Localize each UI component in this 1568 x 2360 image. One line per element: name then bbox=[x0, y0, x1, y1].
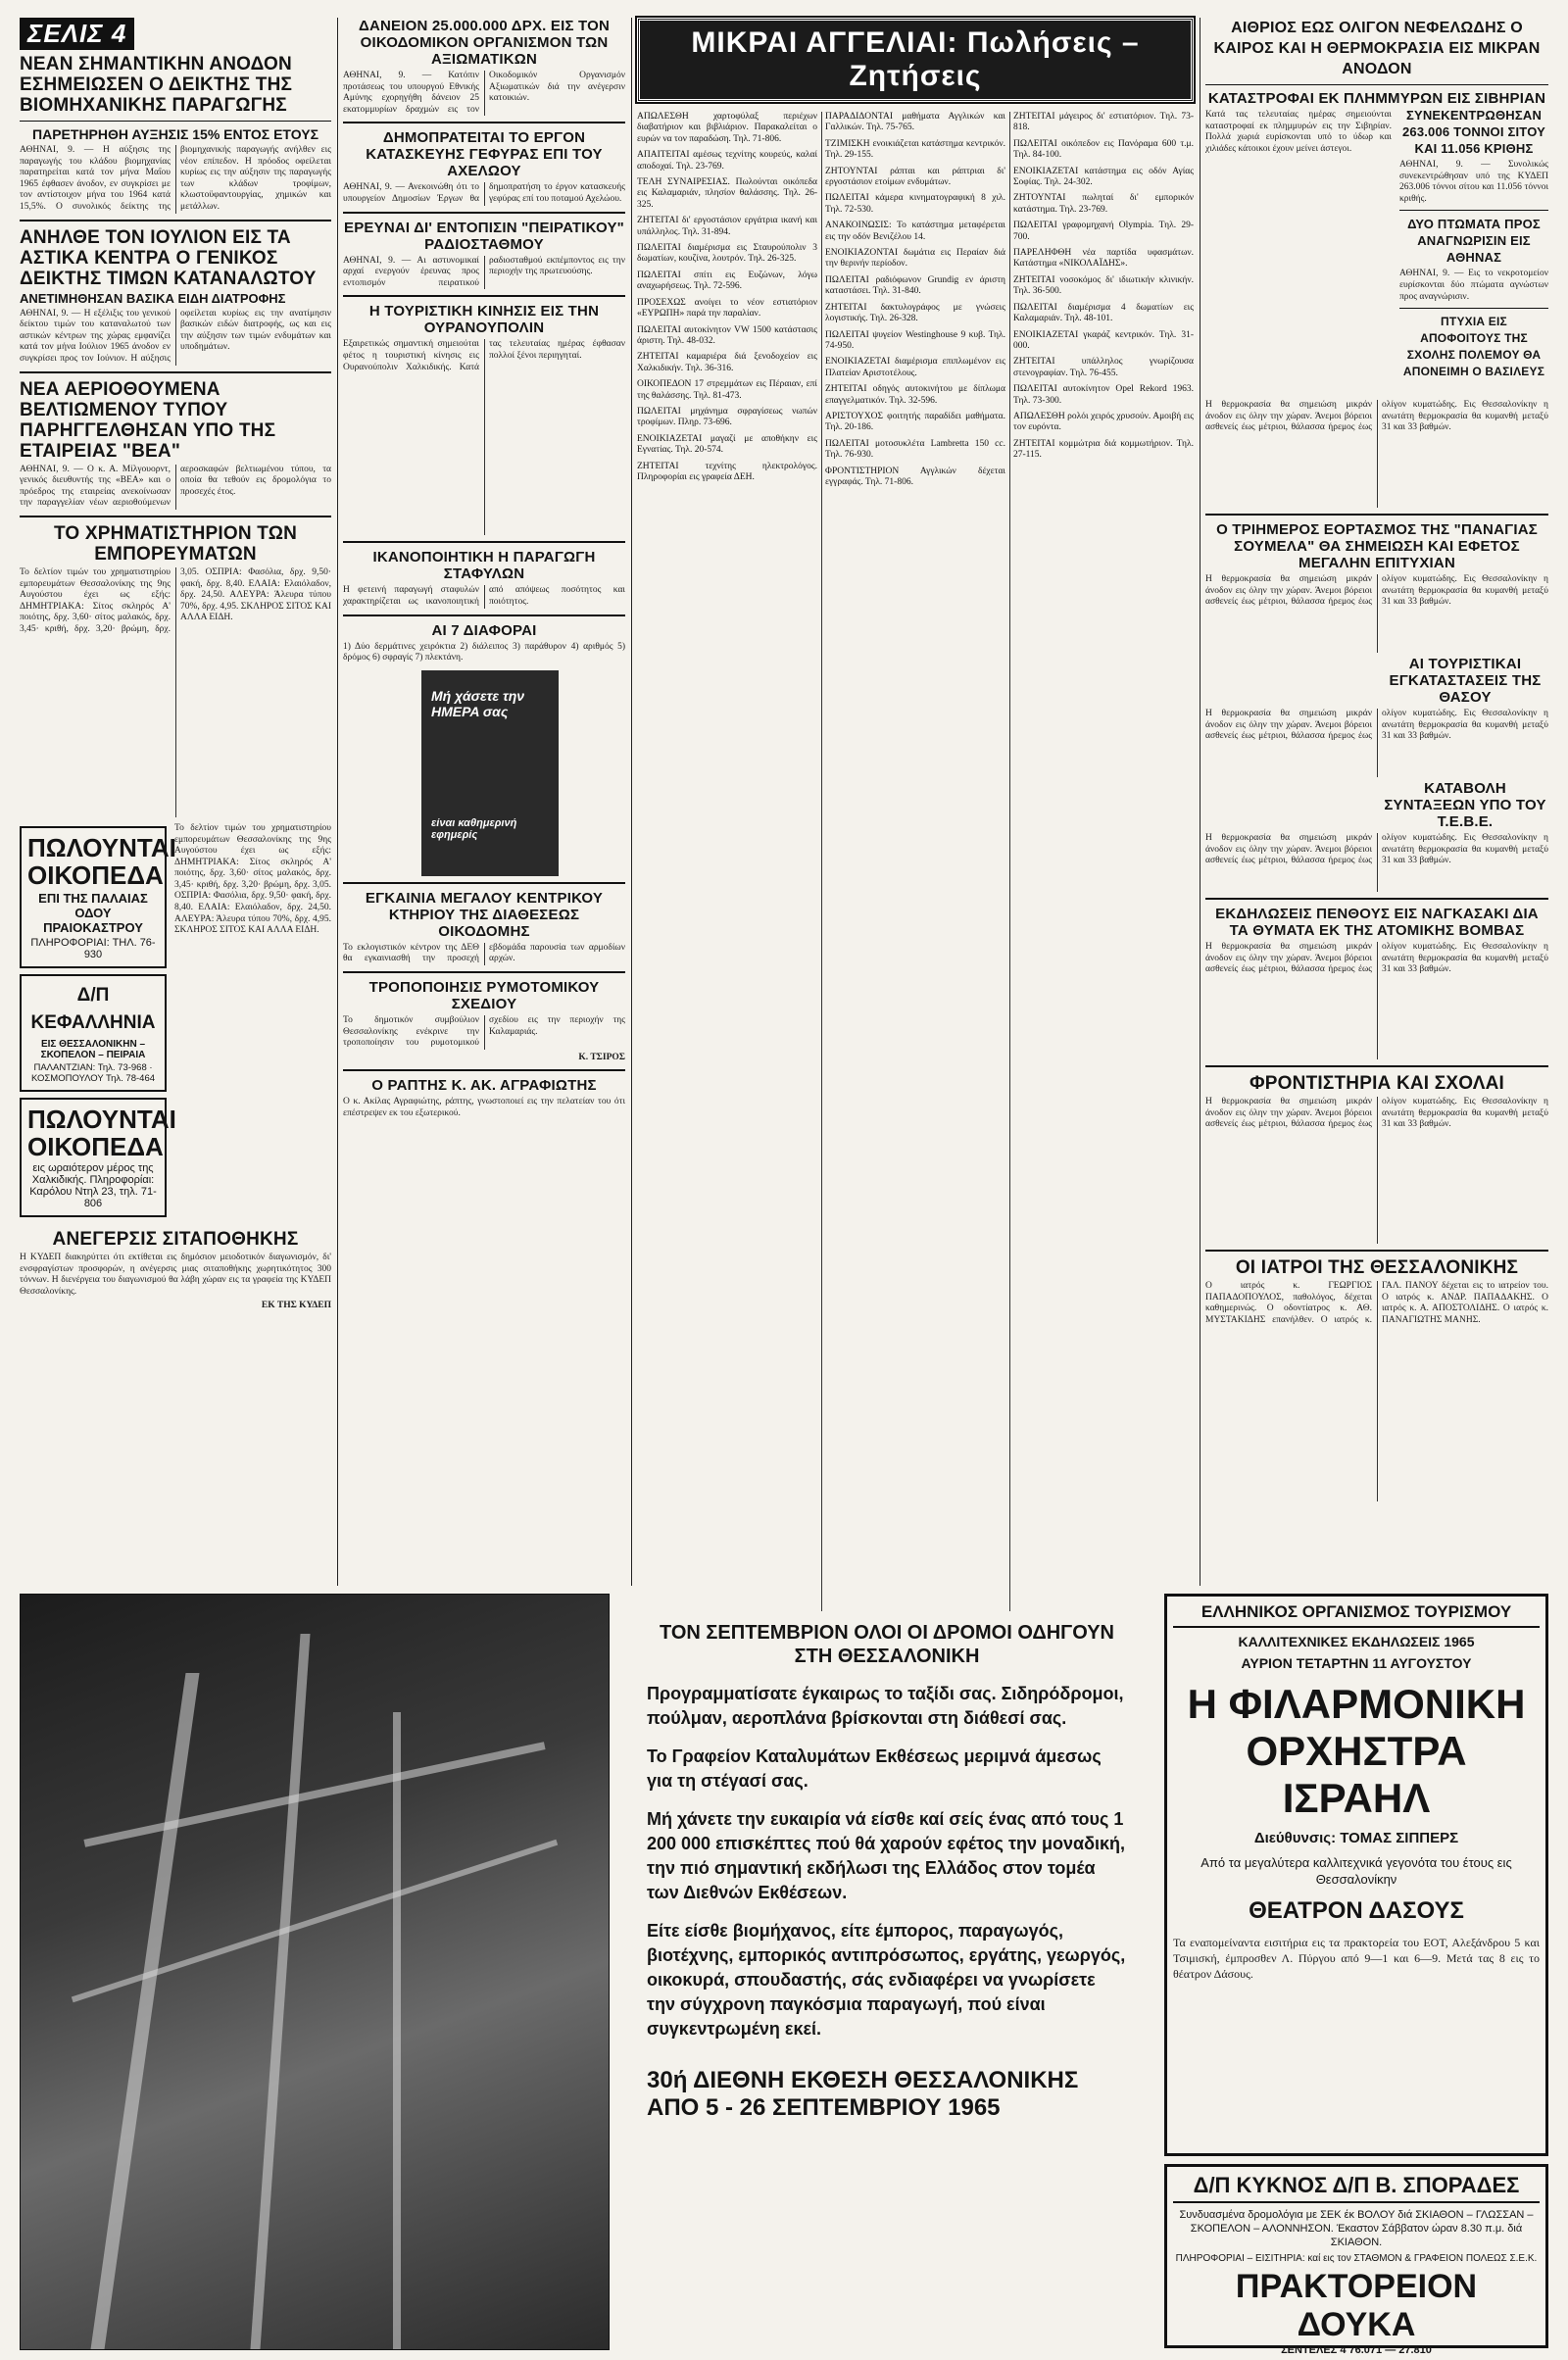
article-weather-headline: ΑΙΘΡΙΟΣ ΕΩΣ ΟΛΙΓΟΝ ΝΕΦΕΛΩΔΗΣ Ο ΚΑΙΡΟΣ ΚΑΙ Η ΘΕΡΜΟΚΡΑΣΙΑ ΕΙΣ ΜΙΚΡΑΝ ΑΝΟΔΟΝ bbox=[1213, 20, 1541, 77]
ad-plots-1-text: ΕΠΙ ΤΗΣ ΠΑΛΑΙΑΣ ΟΔΟΥ ΠΡΑΙΟΚΑΣΤΡΟΥ bbox=[38, 890, 148, 935]
classified-item: ΠΩΛΕΙΤΑΙ διαμέρισμα εις Σταυρούπολιν 3 δωματίων, κουζίνα, λουτρόν. Τηλ. 26-325. bbox=[637, 243, 817, 265]
classified-item: ΖΗΤΕΙΤΑΙ τεχνίτης ηλεκτρολόγος. Πληροφορίαι εις γραφεία ΔΕΗ. bbox=[637, 461, 817, 482]
classified-item: ΠΩΛΕΙΤΑΙ ραδιόφωνον Grundig εν άριστη καταστάσει. Τηλ. 31-840. bbox=[825, 274, 1005, 297]
ad-plots-2-text: εις ωραιότερον μέρος της Χαλκιδικής. Πληροφορίαι: Καρόλου Ντηλ 23, τηλ. 71-806 bbox=[29, 1161, 157, 1209]
expo-ad-paragraph-4: Είτε είσθε βιομήχανος, είτε έμπορος, παραγωγός, βιοτέχνης, εμπορικός αντιπρόσωπος, εργάτης, γεωργός, οικοκυρά, σπουδαστής, σάς ενδιαφέρει να γνωρίσετε την σύγχρονη παγκόσμια παραγωγή, πού είναι συγκεντρωμένη εκεί. bbox=[647, 1921, 1126, 2039]
classified-item: ΠΩΛΕΙΤΑΙ μοτοσυκλέτα Lambretta 150 cc. Τηλ. 76-930. bbox=[825, 438, 1005, 461]
classified-item: ΖΗΤΕΙΤΑΙ μάγειρος δι' εστιατόριον. Τηλ. 73-818. bbox=[1013, 112, 1194, 133]
page-number-logo: ΣΕΛΙΣ 4 bbox=[20, 18, 134, 50]
classified-item: ΕΝΟΙΚΙΑΖΕΤΑΙ διαμέρισμα επιπλωμένον εις Πλατείαν Αριστοτέλους. bbox=[825, 357, 1005, 378]
article-nagasaki-headline: ΕΚΔΗΛΩΣΕΙΣ ΠΕΝΘΟΥΣ ΕΙΣ ΝΑΓΚΑΣΑΚΙ ΔΙΑ ΤΑ ΘΥΜΑΤΑ ΕΚ ΤΗΣ ΑΤΟΜΙΚΗΣ ΒΟΜΒΑΣ bbox=[1215, 906, 1539, 939]
classified-item: ΦΡΟΝΤΙΣΤΗΡΙΟΝ Αγγλικών δέχεται εγγραφάς. Τηλ. 71-806. bbox=[825, 466, 1005, 487]
article-exchange-headline: ΤΟ ΧΡΗΜΑΤΙΣΤΗΡΙΟΝ ΤΩΝ ΕΜΠΟΡΕΥΜΑΤΩΝ bbox=[53, 522, 298, 565]
ad-granary-headline: ΑΝΕΓΕΡΣΙΣ ΣΙΤΑΠΟΘΗΚΗΣ bbox=[52, 1228, 299, 1250]
ad-plots-2-title: ΠΩΛΟΥΝΤΑΙ ΟΙΚΟΠΕΔΑ bbox=[27, 1104, 176, 1161]
classified-item: ΖΗΤΕΙΤΑΙ δι' εργοστάσιον εργάτρια ικανή και υπάλληλος. Τηλ. 31-894. bbox=[637, 216, 817, 237]
section-doctors-headline: ΟΙ ΙΑΤΡΟΙ ΤΗΣ ΘΕΣΣΑΛΟΝΙΚΗΣ bbox=[1235, 1257, 1519, 1278]
article-center-headline: ΕΓΚΑΙΝΙΑ ΜΕΓΑΛΟΥ ΚΕΝΤΡΙΚΟΥ ΚΤΗΡΙΟΥ ΤΗΣ ΔΙΑΘΕΣΕΩΣ ΟΙΚΟΔΟΜΗΣ bbox=[365, 889, 604, 940]
philharmonic-festival: ΚΑΛΛΙΤΕΧΝΙΚΕΣ ΕΚΔΗΛΩΣΕΙΣ 1965 bbox=[1238, 1634, 1475, 1649]
classified-item: ΖΗΤΕΙΤΑΙ νοσοκόμος δι' ιδιωτικήν κλινικήν. Τηλ. 36-500. bbox=[1013, 274, 1194, 297]
article-nagasaki-body: Η θερμοκρασία θα σημειώση μικράν άνοδον εις όλην την χώραν. Άνεμοι βόρειοι ασθενείς έως μέτριοι, θάλασσα ήρεμος έως ολίγον κυματώδης. Εις Θεσσαλονίκην η ανωτάτη θερμοκρασία θα κυμανθή μεταξύ 31 και 33 βαθμών. bbox=[1205, 942, 1548, 975]
philharmonic-ad bbox=[1164, 1594, 1548, 2156]
expo-ad-footer: 30ή ΔΙΕΘΝΗ ΕΚΘΕΣΗ ΘΕΣΣΑΛΟΝΙΚΗΣ ΑΠΟ 5 - 26 ΣΕΠΤΕΜΒΡΙΟΥ 1965 bbox=[647, 2067, 1079, 2121]
article-exchange-body: Το δελτίον τιμών του χρηματιστηρίου εμπορευμάτων Θεσσαλονίκης της 9ης Αυγούστου έχει ως εξής: ΔΗΜΗΤΡΙΑΚΑ: Σίτος σκληρός Α' ποιότης, δρχ. 3,60· σίτος μαλακός, δρχ. 3,45· κριθή, δρχ. 3,20· βρώμη, δρχ. 3,05. ΟΣΠΡΙΑ: Φασόλια, δρχ. 9,50· φακή, δρχ. 8,40. ΕΛΑΙΑ: Ελαιόλαδον, δρχ. 24,50. ΑΛΕΥΡΑ: Άλευρα τύπου 70%, δρχ. 4,95. ΣΚΛΗΡΟΣ ΣΙΤΟΣ ΚΑΙ ΑΛΛΑ ΕΙΔΗ. bbox=[20, 566, 331, 634]
philharmonic-title: Η ΦΙΛΑΡΜΟΝΙΚΗ ΟΡΧΗΣΤΡΑ ΙΣΡΑΗΛ bbox=[1187, 1681, 1526, 1821]
article-thasos-body: Η θερμοκρασία θα σημειώση μικράν άνοδον εις όλην την χώραν. Άνεμοι βόρειοι ασθενείς έως μέτριοι, θάλασσα ήρεμος έως ολίγον κυματώδης. Εις Θεσσαλονίκην η ανωτάτη θερμοκρασία θα κυμανθή μεταξύ 31 και 33 βαθμών. bbox=[1205, 709, 1548, 742]
article-prices-subhead: ΑΝΕΤΙΜΗΘΗΣΑΝ ΒΑΣΙΚΑ ΕΙΔΗ ΔΙΑΤΡΟΦΗΣ bbox=[20, 290, 286, 306]
ferry-ad-title: Δ/Π ΚΥΚΝΟΣ Δ/Π Β. ΣΠΟΡΑΔΕΣ bbox=[1173, 2173, 1540, 2203]
article-diplomas-headline: ΠΤΥΧΙΑ ΕΙΣ ΑΠΟΦΟΙΤΟΥΣ ΤΗΣ ΣΧΟΛΗΣ ΠΟΛΕΜΟΥ ΘΑ ΑΠΟΝΕΙΜΗ Ο ΒΑΣΙΛΕΥΣ bbox=[1402, 315, 1545, 379]
classified-item: ΖΗΤΕΙΤΑΙ υπάλληλος γνωρίζουσα στενογραφίαν. Τηλ. 76-455. bbox=[1013, 357, 1194, 378]
article-plan-body: Το δημοτικόν συμβούλιον Θεσσαλονίκης ενέκρινε την τροποποίησιν του ρυμοτομικού σχεδίου εις την περιοχήν της Καλαμαριάς. bbox=[343, 1014, 625, 1049]
article-prices-body: ΑΘΗΝΑΙ, 9. — Η εξέλιξις του γενικού δείκτου τιμών του καταναλωτού των αστικών κέντρων της χώρας εμφανίζει κατά τον μήνα Ιούλιον 1965 άνοδον εν συγκρίσει προς τον Ιούνιον. Η αύξησις οφείλεται κυρίως εις την ανατίμησιν βασικών ειδών διατροφής, ως και εις την αύξησιν των τιμών ενδυμάτων και υποδημάτων. bbox=[20, 308, 331, 364]
classified-item: ΑΠΩΛΕΣΘΗ ρολόι χειρός χρυσούν. Αμοιβή εις τον ευρόντα. bbox=[1013, 411, 1194, 433]
article-grain-body: ΑΘΗΝΑΙ, 9. — Συνολικώς συνεκεντρώθησαν υπό της ΚΥΔΕΠ 263.006 τόννοι σίτου και 11.056 τόννοι κριθής. bbox=[1399, 160, 1548, 204]
classified-item: ΖΗΤΕΙΤΑΙ οδηγός αυτοκινήτου με δίπλωμα επαγγελματικόν. Τηλ. 32-596. bbox=[825, 384, 1005, 406]
ad-granary-sign: ΕΚ ΤΗΣ ΚΥΔΕΠ bbox=[261, 1301, 331, 1311]
classified-item: ΠΩΛΕΙΤΑΙ ψυγείον Westinghouse 9 κυβ. Τηλ. 74-950. bbox=[825, 329, 1005, 351]
classified-list bbox=[637, 112, 1194, 1611]
ferry-ad-phone: ΣΕΝΤΕΛΕΣ 4 76.071 — 27.810 bbox=[1281, 2344, 1432, 2356]
classified-item: ΤΖΙΜΙΣΚΗ ενοικιάζεται κατάστημα κεντρικόν. Τηλ. 29-155. bbox=[825, 138, 1005, 161]
column-2 bbox=[343, 18, 625, 1122]
classified-item: ΠΩΛΕΙΤΑΙ μηχάνημα σφραγίσεως νωπών τροφίμων. Πληρ. 73-696. bbox=[637, 406, 817, 428]
article-bea-body: ΑΘΗΝΑΙ, 9. — Ο κ. Α. Μίλγουορντ, γενικός διευθυντής της «ΒΕΑ» και ο πρόεδρος της εταιρείας ανεκοίνωσαν την παραγγελίαν νέων αεριοθούμενων αεροσκαφών βελτιωμένου τύπου, τα οποία θα τεθούν εις δρομολόγια το προσεχές έτος. bbox=[20, 464, 331, 509]
article-teve-body: Η θερμοκρασία θα σημειώση μικράν άνοδον εις όλην την χώραν. Άνεμοι βόρειοι ασθενείς έως μέτριοι, θάλασσα ήρεμος έως ολίγον κυματώδης. Εις Θεσσαλονίκην η ανωτάτη θερμοκρασία θα κυμανθή μεταξύ 31 και 33 βαθμών. bbox=[1205, 833, 1548, 866]
article-siberia-headline: ΚΑΤΑΣΤΡΟΦΑΙ ΕΚ ΠΛΗΜΜΥΡΩΝ ΕΙΣ ΣΙΒΗΡΙΑΝ bbox=[1207, 90, 1546, 107]
expo-ad-headline: ΤΟΝ ΣΕΠΤΕΜΒΡΙΟΝ ΟΛΟΙ ΟΙ ΔΡΟΜΟΙ ΟΔΗΓΟΥΝ ΣΤΗ ΘΕΣΣΑΛΟΝΙΚΗ bbox=[660, 1622, 1114, 1667]
ad-kefallinia-title: Δ/Π ΚΕΦΑΛΛΗΝΙΑ bbox=[30, 984, 156, 1033]
article-misc-body: Το δελτίον τιμών του χρηματιστηρίου εμπορευμάτων Θεσσαλονίκης της 9ης Αυγούστου έχει ως εξής: ΔΗΜΗΤΡΙΑΚΑ: Σίτος σκληρός Α' ποιότης, δρχ. 3,60· σίτος μαλακός, δρχ. 3,45· κριθή, δρχ. 3,20· βρώμη, δρχ. 3,05. ΟΣΠΡΙΑ: Φασόλια, δρχ. 9,50· φακή, δρχ. 8,40. ΕΛΑΙΑ: Ελαιόλαδον, δρχ. 24,50. ΑΛΕΥΡΑ: Άλευρα τύπου 70%, δρχ. 4,95. ΣΚΛΗΡΟΣ ΣΙΤΟΣ ΚΑΙ ΑΛΛΑ ΕΙΔΗ. bbox=[174, 822, 331, 936]
ad-plots-1 bbox=[20, 826, 176, 968]
article-radio-headline: ΕΡΕΥΝΑΙ ΔΙ' ΕΝΤΟΠΙΣΙΝ "ΠΕΙΡΑΤΙΚΟΥ" ΡΑΔΙΟΣΤΑΘΜΟΥ bbox=[344, 219, 624, 253]
classified-item: ΟΙΚΟΠΕΔΟΝ 17 στρεμμάτων εις Πέραιαν, επί της θαλάσσης. Τηλ. 81-473. bbox=[637, 379, 817, 401]
philharmonic-org: ΕΛΛΗΝΙΚΟΣ ΟΡΓΑΝΙΣΜΟΣ ΤΟΥΡΙΣΜΟΥ bbox=[1173, 1602, 1540, 1628]
classified-item: ΠΩΛΕΙΤΑΙ σπίτι εις Ευζώνων, λόγω αναχωρήσεως. Τηλ. 72-596. bbox=[637, 270, 817, 292]
article-bridge-body: ΑΘΗΝΑΙ, 9. — Ανεκοινώθη ότι το υπουργείον Δημοσίων Έργων θα δημοπρατήση το έργον κατασκευής γεφύρας επί του ποταμού Αχελώου. bbox=[343, 182, 625, 204]
ferry-ad-sub: ΠΛΗΡΟΦΟΡΙΑΙ – ΕΙΣΙΤΗΡΙΑ: καί εις τον ΣΤΑΘΜΟΝ & ΓΡΑΦΕΙΟΝ ΠΟΛΕΩΣ Σ.Ε.Κ. bbox=[1175, 2253, 1538, 2264]
article-puzzle-body: 1) Δύο δερμάτινες χειρόκτια 2) διάλειπος 3) παράθυρον 4) αριθμός 5) δρόμος 6) σφραγίς 7) πλεκτάνη. bbox=[343, 641, 625, 664]
section-schools-body: Η θερμοκρασία θα σημειώση μικράν άνοδον εις όλην την χώραν. Άνεμοι βόρειοι ασθενείς έως μέτριοι, θάλασσα ήρεμος έως ολίγον κυματώδης. Εις Θεσσαλονίκην η ανωτάτη θερμοκρασία θα κυμανθή μεταξύ 31 και 33 βαθμών. bbox=[1205, 1097, 1548, 1130]
article-bodies-headline: ΔΥΟ ΠΤΩΜΑΤΑ ΠΡΟΣ ΑΝΑΓΝΩΡΙΣΙΝ ΕΙΣ ΑΘΗΝΑΣ bbox=[1407, 217, 1541, 266]
article-radio-body: ΑΘΗΝΑΙ, 9. — Αι αστυνομικαί αρχαί ενεργούν έρευνας προς εντοπισμόν πειρατικού ραδιοσταθμού εκπέμποντος εις την περιοχήν της πρωτευούσης. bbox=[343, 255, 625, 288]
classified-item: ΖΗΤΟΥΝΤΑΙ ράπται και ράπτριαι δι' εργοστάσιον ετοίμων ενδυμάτων. bbox=[825, 166, 1005, 188]
classified-item: ΖΗΤΕΙΤΑΙ κομμώτρια διά κομμωτήριον. Τηλ. 27-115. bbox=[1013, 438, 1194, 461]
ferry-ad-text: Συνδυασμένα δρομολόγια με ΣΕΚ έκ ΒΟΛΟΥ διά ΣΚΙΑΘΟΝ – ΓΛΩΣΣΑΝ – ΣΚΟΠΕΛΟΝ – ΑΛΟΝΝΗΣΟΝ. Έκαστον Σάββατον ώραν 8.30 π.μ. διά ΣΚΙΑΘΟΝ. bbox=[1179, 2209, 1534, 2248]
article-soumela-body: Η θερμοκρασία θα σημειώση μικράν άνοδον εις όλην την χώραν. Άνεμοι βόρειοι ασθενείς έως μέτριοι, θάλασσα ήρεμος έως ολίγον κυματώδης. Εις Θεσσαλονίκην η ανωτάτη θερμοκρασία θα κυμανθή μεταξύ 31 και 33 βαθμών. bbox=[1205, 574, 1548, 608]
philharmonic-event: Από τα μεγαλύτερα καλλιτεχνικά γεγονότα του έτους εις Θεσσαλονίκην bbox=[1200, 1855, 1512, 1887]
philharmonic-date: ΑΥΡΙΟΝ ΤΕΤΑΡΤΗΝ 11 ΑΥΓΟΥΣΤΟΥ bbox=[1241, 1655, 1472, 1671]
expo-ad bbox=[608, 1594, 1156, 2348]
article-industrial-body: ΑΘΗΝΑΙ, 9. — Η αύξησις της παραγωγής του κλάδου βιομηχανίας παρατηρείται κατά τον μήνα Μαΐου 1965 έφθασεν άνοδον, εν συγκρίσει με τον αντίστοιχον μήνα του 1964 κατά 15,5%. Ο συνολικός δείκτης της βιομηχανικής παραγωγής ανήλθεν εις νέον επίπεδον. Η πρόοδος οφείλεται κυρίως εις την αύξησιν της παραγωγής των κλάδων τροφίμων, κλωστοϋφαντουργίας, χημικών και μετάλλων. bbox=[20, 145, 331, 212]
article-center-body: Το εκλογιστικόν κέντρον της ΔΕΘ θα εγκαινιασθή την προσεχή εβδομάδα παρουσία των αρμοδίων αρχών. bbox=[343, 942, 625, 964]
philharmonic-tickets: Τα εναπομείναντα εισιτήρια εις τα πρακτορεία του ΕΟΤ, Αλεξάνδρου 5 και Τσιμισκή, έμπροσθεν Λ. Πύργου από 9—1 και 6—9. Μετά τας 8 εις το θέατρον Δάσους. bbox=[1173, 1936, 1540, 1981]
ferry-ad bbox=[1164, 2164, 1548, 2356]
article-industrial-headline: ΝΕΑΝ ΣΗΜΑΝΤΙΚΗΝ ΑΝΟΔΟΝ ΕΣΗΜΕΙΩΣΕΝ Ο ΔΕΙΚΤΗΣ ΤΗΣ ΒΙΟΜΗΧΑΝΙΚΗΣ ΠΑΡΑΓΩΓΗΣ bbox=[20, 54, 293, 116]
article-tourism-body: Εξαιρετικώς σημαντική σημειούται φέτος η τουριστική κίνησις εις Ουρανούπολιν Χαλκιδικής. Κατά τας τελευταίας ημέρας έφθασαν πολλοί ξένοι περιηγηταί. bbox=[343, 339, 625, 372]
article-bridge-headline: ΔΗΜΟΠΡΑΤΕΙΤΑΙ ΤΟ ΕΡΓΟΝ ΚΑΤΑΣΚΕΥΗΣ ΓΕΦΥΡΑΣ ΕΠΙ ΤΟΥ ΑΧΕΛΩΟΥ bbox=[366, 129, 603, 180]
ad-imera-caption-2: είναι καθημερινή εφημερίς bbox=[431, 816, 517, 841]
article-tailor-headline: Ο ΡΑΠΤΗΣ Κ. ΑΚ. ΑΓΡΑΦΙΩΤΗΣ bbox=[371, 1077, 597, 1095]
ad-kefallinia-phone: ΠΑΛΑΝΤΖΙΑΝ: Τηλ. 73-968 · ΚΟΣΜΟΠΟΥΛΟΥ Τηλ. 78-464 bbox=[30, 1061, 156, 1084]
article-plan-headline: ΤΡΟΠΟΠΟΙΗΣΙΣ ΡΥΜΟΤΟΜΙΚΟΥ ΣΧΕΔΙΟΥ bbox=[368, 978, 600, 1012]
expo-ad-paragraph-3: Μή χάνετε την ευκαιρία νά είσθε καί σείς ένας από τους 1 200 000 επισκέπτες πού θά χαρούν εφέτος την μοναδική, την πιό σημαντική εκδήλωσι της Ελλάδος στον τομέα των Διεθνών Εκθέσεων. bbox=[647, 1809, 1126, 1902]
philharmonic-venue: ΘΕΑΤΡΟΝ ΔΑΣΟΥΣ bbox=[1249, 1897, 1464, 1924]
classified-item: ΤΕΛΗ ΣΥΝΑΙΡΕΣΙΑΣ. Πωλούνται οικόπεδα εις Καλαμαριάν, πλησίον θαλάσσης. Τηλ. 26-325. bbox=[637, 177, 817, 210]
article-teve-headline: ΚΑΤΑΒΟΛΗ ΣΥΝΤΑΞΕΩΝ ΥΠΟ ΤΟΥ Τ.Ε.Β.Ε. bbox=[1384, 780, 1546, 830]
classified-item: ΖΗΤΕΙΤΑΙ καμαριέρα διά ξενοδοχείον εις Χαλκιδικήν. Τηλ. 36-316. bbox=[637, 352, 817, 373]
article-soumela-headline: Ο ΤΡΙΗΜΕΡΟΣ ΕΟΡΤΑΣΜΟΣ ΤΗΣ "ΠΑΝΑΓΙΑΣ ΣΟΥΜΕΛΑ" ΘΑ ΣΗΜΕΙΩΣΗ ΚΑΙ ΕΦΕΤΟΣ ΜΕΓΑΛΗΝ ΕΠΙΤΥΧΙΑΝ bbox=[1216, 521, 1538, 571]
philharmonic-conductor: Διεύθυνσις: ΤΟΜΑΣ ΣΙΠΠΕΡΣ bbox=[1253, 1830, 1459, 1846]
article-grapes-body: Η φετεινή παραγωγή σταφυλών χαρακτηρίζεται ως ικανοποιητική από απόψεως ποσότητος και ποιότητος. bbox=[343, 585, 625, 607]
article-tourism-headline: Η ΤΟΥΡΙΣΤΙΚΗ ΚΙΝΗΣΙΣ ΕΙΣ ΤΗΝ ΟΥΡΑΝΟΥΠΟΛΙΝ bbox=[368, 303, 600, 337]
classified-item: ΠΑΡΑΔΙΔΟΝΤΑΙ μαθήματα Αγγλικών και Γαλλικών. Τηλ. 75-765. bbox=[825, 112, 1005, 133]
article-loan-headline: ΔΑΝΕΙΟΝ 25.000.000 ΔΡΧ. ΕΙΣ ΤΟΝ ΟΙΚΟΔΟΜΙΚΟΝ ΟΡΓΑΝΙΣΜΟΝ ΤΩΝ ΑΞΙΩΜΑΤΙΚΩΝ bbox=[358, 18, 611, 68]
classified-item: ΕΝΟΙΚΙΑΖΕΤΑΙ γκαράζ κεντρικόν. Τηλ. 31-000. bbox=[1013, 329, 1194, 351]
classified-item: ΠΩΛΕΙΤΑΙ οικόπεδον εις Πανόραμα 600 τ.μ. Τηλ. 84-100. bbox=[1013, 138, 1194, 161]
classified-item: ΑΠΑΙΤΕΙΤΑΙ αμέσως τεχνίτης κουρεύς, καλαί αποδοχαί. Τηλ. 23-769. bbox=[637, 150, 817, 172]
classified-item: ΖΗΤΕΙΤΑΙ δακτυλογράφος με γνώσεις λογιστικής. Τηλ. 26-328. bbox=[825, 302, 1005, 324]
article-industrial-subhead: ΠΑΡΕΤΗΡΗΘΗ ΑΥΞΗΣΙΣ 15% ΕΝΤΟΣ ΕΤΟΥΣ bbox=[32, 126, 318, 142]
classified-item: ΑΝΑΚΟΙΝΩΣΙΣ: Το κατάστημα μεταφέρεται εις την οδόν Βενιζέλου 14. bbox=[825, 221, 1005, 242]
classified-item: ΠΩΛΕΙΤΑΙ γραφομηχανή Olympia. Τηλ. 29-700. bbox=[1013, 221, 1194, 242]
ad-plots-2 bbox=[20, 1098, 176, 1217]
column-5 bbox=[1205, 18, 1548, 1504]
article-grapes-headline: ΙΚΑΝΟΠΟΙΗΤΙΚΗ Η ΠΑΡΑΓΩΓΗ ΣΤΑΦΥΛΩΝ bbox=[372, 549, 596, 583]
ad-plots-1-title: ΠΩΛΟΥΝΤΑΙ ΟΙΚΟΠΕΔΑ bbox=[27, 832, 176, 890]
article-grain-headline: ΣΥΝΕΚΕΝΤΡΩΘΗΣΑΝ 263.006 ΤΟΝΝΟΙ ΣΙΤΟΥ ΚΑΙ 11.056 ΚΡΙΘΗΣ bbox=[1401, 108, 1546, 156]
expo-photo bbox=[20, 1594, 610, 2350]
ad-kefallinia-text: ΕΙΣ ΘΕΣΣΑΛΟΝΙΚΗΝ – ΣΚΟΠΕΛΟΝ – ΠΕΙΡΑΙΑ bbox=[40, 1038, 146, 1060]
classified-item: ΑΡΙΣΤΟΥΧΟΣ φοιτητής παραδίδει μαθήματα. Τηλ. 20-186. bbox=[825, 411, 1005, 433]
newspaper-page bbox=[20, 18, 1548, 2356]
ad-kefallinia bbox=[20, 974, 167, 1092]
classified-item: ΑΠΩΛΕΣΘΗ χαρτοφύλαξ περιέχων διαβατήριον και βιβλιάριον. Παρακαλείται ο ευρών να τον παραδώση. Τηλ. 71-806. bbox=[637, 112, 817, 144]
classified-banner: ΜΙΚΡΑΙ ΑΓΓΕΛΙΑΙ: Πωλήσεις – Ζητήσεις bbox=[637, 18, 1194, 102]
article-bodies-body: ΑΘΗΝΑΙ, 9. — Εις το νεκροτομείον ευρίσκονται δύο πτώματα αγνώστων προς αναγνώρισιν. bbox=[1399, 269, 1548, 302]
article-tailor-body: Ο κ. Ακίλας Αγραφιώτης, ράπτης, γνωστοποιεί εις την πελατείαν του ότι επέστρεψεν εκ του εξωτερικού. bbox=[343, 1097, 625, 1118]
classified-item: ΠΡΟΣΕΧΩΣ ανοίγει το νέον εστιατόριον «ΕΥΡΩΠΗ» παρά την παραλίαν. bbox=[637, 297, 817, 320]
article-thasos-headline: ΑΙ ΤΟΥΡΙΣΤΙΚΑΙ ΕΓΚΑΤΑΣΤΑΣΕΙΣ ΤΗΣ ΘΑΣΟΥ bbox=[1389, 656, 1542, 706]
classified-item: ΖΗΤΟΥΝΤΑΙ πωληταί δι' εμπορικόν κατάστημα. Τηλ. 23-769. bbox=[1013, 193, 1194, 215]
section-doctors-body: Ο ιατρός κ. ΓΕΩΡΓΙΟΣ ΠΑΠΑΔΟΠΟΥΛΟΣ, παθολόγος, δέχεται καθημερινώς. Ο οδοντίατρος κ. ΑΘ. ΜΥΣΤΑΚΙΔΗΣ επανήλθεν. Ο ιατρός κ. ΓΑΛ. ΠΑΝΟΥ δέχεται εις το ιατρείον του. Ο ιατρός κ. ΑΝΔΡ. ΠΑΠΑΔΑΚΗΣ. Ο ιατρός κ. Α. ΑΠΟΣΤΟΛΙΔΗΣ. Ο ιατρός κ. ΠΑΝΑΓΙΩΤΗΣ ΜΑΝΗΣ. bbox=[1205, 1281, 1548, 1325]
article-loan-body: ΑΘΗΝΑΙ, 9. — Κατόπιν προτάσεως του υπουργού Εθνικής Αμύνης εχορηγήθη δάνειον 25 εκατομμυρίων δραχμών εις τον Οικοδομικόν Οργανισμόν Αξιωματικών διά την ανέγερσιν κατοικιών. bbox=[343, 71, 625, 115]
classified-item: ΕΝΟΙΚΙΑΖΕΤΑΙ κατάστημα εις οδόν Αγίας Σοφίας. Τηλ. 24-302. bbox=[1013, 166, 1194, 188]
expo-ad-paragraph-1: Προγραμματίσατε έγκαιρως το ταξίδι σας. Σιδηρόδρομοι, πούλμαν, αεροπλάνα βρίσκονται στη διάθεσί σας. bbox=[647, 1684, 1124, 1728]
article-weather-body: Η θερμοκρασία θα σημειώση μικράν άνοδον εις όλην την χώραν. Άνεμοι βόρειοι ασθενείς έως μέτριοι, θάλασσα ήρεμος έως ολίγον κυματώδης. Εις Θεσσαλονίκην η ανωτάτη θερμοκρασία θα κυμανθή μεταξύ 31 και 33 βαθμών. bbox=[1205, 400, 1548, 433]
ad-imera-caption: Μή χάσετε την ΗΜΕΡΑ σας bbox=[431, 687, 525, 719]
article-plan-sign: Κ. ΤΣΙΡΟΣ bbox=[578, 1052, 625, 1062]
classified-item: ΠΑΡΕΛΗΦΘΗ νέα παρτίδα υφασμάτων. Κατάστημα «ΝΙΚΟΛΑΪΔΗΣ». bbox=[1013, 248, 1194, 270]
section-schools-headline: ΦΡΟΝΤΙΣΤΗΡΙΑ ΚΑΙ ΣΧΟΛΑΙ bbox=[1250, 1073, 1504, 1094]
article-puzzle-headline: ΑΙ 7 ΔΙΑΦΟΡΑΙ bbox=[431, 621, 537, 639]
ad-imera-figure bbox=[421, 670, 559, 876]
ad-granary-body: Η ΚΥΔΕΠ διακηρύττει ότι εκτίθεται εις δημόσιον μειοδοτικόν διαγωνισμόν, δι' ενσφραγίστων προσφορών, η ανέγερσις μιας σιταποθήκης χωρητικότητος 300 τόννων. Η διενέργεια του διαγωνισμού θα λάβη χώραν εις τα γραφεία της ΚΥΔΕΠ Θεσσαλονίκης. bbox=[20, 1252, 331, 1297]
classified-ads bbox=[637, 18, 1194, 1611]
article-bea-headline: ΝΕΑ ΑΕΡΙΟΘΟΥΜΕΝΑ ΒΕΛΤΙΩΜΕΝΟΥ ΤΥΠΟΥ ΠΑΡΗΓΓΕΛΘΗΣΑΝ ΥΠΟ ΤΗΣ ΕΤΑΙΡΕΙΑΣ "ΒΕΑ" bbox=[20, 378, 276, 462]
article-prices-headline: ΑΝΗΛΘΕ ΤΟΝ ΙΟΥΛΙΟΝ ΕΙΣ ΤΑ ΑΣΤΙΚΑ ΚΕΝΤΡΑ Ο ΓΕΝΙΚΟΣ ΔΕΙΚΤΗΣ ΤΙΜΩΝ ΚΑΤΑΝΑΛΩΤΟΥ bbox=[20, 226, 317, 289]
ferry-ad-agent: ΠΡΑΚΤΟΡΕΙΟΝ ΔΟΥΚΑ bbox=[1235, 2268, 1478, 2343]
page-logo bbox=[20, 18, 331, 50]
classified-item: ΠΩΛΕΙΤΑΙ αυτοκίνητον VW 1500 κατάστασις άριστη. Τηλ. 48-032. bbox=[637, 324, 817, 346]
classified-item: ΠΩΛΕΙΤΑΙ διαμέρισμα 4 δωματίων εις Καλαμαριάν. Τηλ. 48-101. bbox=[1013, 302, 1194, 324]
column-1 bbox=[20, 18, 331, 1315]
classified-item: ΕΝΟΙΚΙΑΖΟΝΤΑΙ δωμάτια εις Περαίαν διά την θερινήν περίοδον. bbox=[825, 248, 1005, 270]
classified-item: ΕΝΟΙΚΙΑΖΕΤΑΙ μαγαζί με αποθήκην εις Εγνατίας. Τηλ. 20-574. bbox=[637, 433, 817, 456]
classified-item: ΠΩΛΕΙΤΑΙ κάμερα κινηματογραφική 8 χιλ. Τηλ. 72-530. bbox=[825, 193, 1005, 215]
classified-item: ΠΩΛΕΙΤΑΙ αυτοκίνητον Opel Rekord 1963. Τηλ. 73-300. bbox=[1013, 384, 1194, 406]
article-siberia-body: Κατά τας τελευταίας ημέρας σημειούνται καταστροφαί εκ πλημμυρών εις την Σιβηρίαν. Πολλά χωριά ευρίσκονται υπό το ύδωρ και χιλιάδες κάτοικοι έχουν μείνει άστεγοι. bbox=[1205, 110, 1392, 154]
ad-plots-1-phone: ΠΛΗΡΟΦΟΡΙΑΙ: ΤΗΛ. 76-930 bbox=[30, 936, 156, 960]
expo-ad-paragraph-2: Το Γραφείον Καταλυμάτων Εκθέσεως μεριμνά άμεσως για τη στέγασί σας. bbox=[647, 1746, 1102, 1791]
